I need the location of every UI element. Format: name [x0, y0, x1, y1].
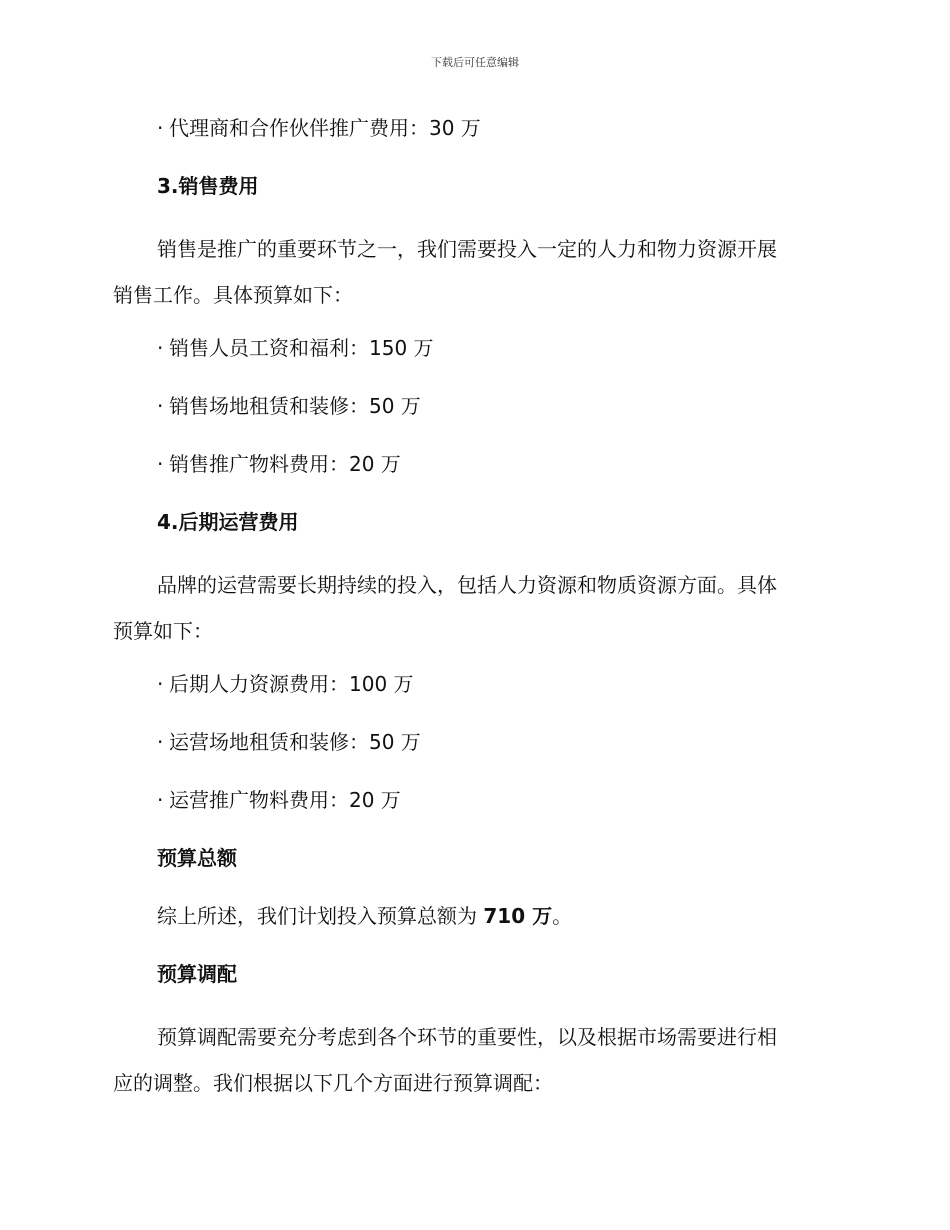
section-heading-operations: 4.后期运营费用 — [157, 510, 299, 534]
bullet-icon: · — [157, 788, 164, 812]
section-heading-allocation: 预算调配 — [157, 962, 237, 986]
list-item-ops-hr — [113, 666, 833, 724]
paragraph-line: 预算如下： — [113, 619, 213, 643]
list-item-text: 销售人员工资和福利：150 万 — [169, 336, 434, 360]
section-heading-total: 预算总额 — [157, 846, 237, 870]
list-item-sales-material — [113, 446, 833, 504]
list-item-text: 销售场地租赁和装修：50 万 — [169, 394, 421, 418]
bullet-icon: · — [157, 116, 164, 140]
paragraph-total — [113, 898, 833, 956]
list-item-ops-venue — [113, 724, 833, 782]
paragraph-line: 应的调整。我们根据以下几个方面进行预算调配： — [113, 1071, 553, 1095]
section-heading-sales: 3.销售费用 — [157, 174, 259, 198]
bullet-icon: · — [157, 336, 164, 360]
list-item-ops-material — [113, 782, 833, 840]
total-text-prefix: 综上所述，我们计划投入预算总额为 — [157, 904, 484, 928]
list-item-text: 运营场地租赁和装修：50 万 — [169, 730, 421, 754]
list-item-sales-staff — [113, 330, 833, 388]
paragraph-sales — [113, 226, 833, 318]
paragraph-operations — [113, 562, 833, 654]
list-item-agent-fee — [113, 110, 833, 168]
paragraph-line: 销售是推广的重要环节之一，我们需要投入一定的人力和物力资源开展 — [157, 237, 777, 261]
document-body — [113, 110, 833, 1118]
list-item-text: 后期人力资源费用：100 万 — [169, 672, 414, 696]
list-item-text: 销售推广物料费用：20 万 — [169, 452, 401, 476]
list-item-text: 代理商和合作伙伴推广费用：30 万 — [169, 116, 481, 140]
bullet-icon: · — [157, 672, 164, 696]
total-text-suffix: 。 — [552, 904, 573, 928]
list-item-text: 运营推广物料费用：20 万 — [169, 788, 401, 812]
paragraph-line: 销售工作。具体预算如下： — [113, 283, 353, 307]
paragraph-line: 品牌的运营需要长期持续的投入，包括人力资源和物质资源方面。具体 — [157, 573, 777, 597]
bullet-icon: · — [157, 452, 164, 476]
list-item-sales-venue — [113, 388, 833, 446]
bullet-icon: · — [157, 730, 164, 754]
bullet-icon: · — [157, 394, 164, 418]
paragraph-line: 预算调配需要充分考虑到各个环节的重要性，以及根据市场需要进行相 — [157, 1025, 777, 1049]
paragraph-allocation — [113, 1014, 833, 1106]
total-amount: 710 万 — [483, 904, 553, 928]
header-note: 下载后可任意编辑 — [431, 56, 519, 69]
